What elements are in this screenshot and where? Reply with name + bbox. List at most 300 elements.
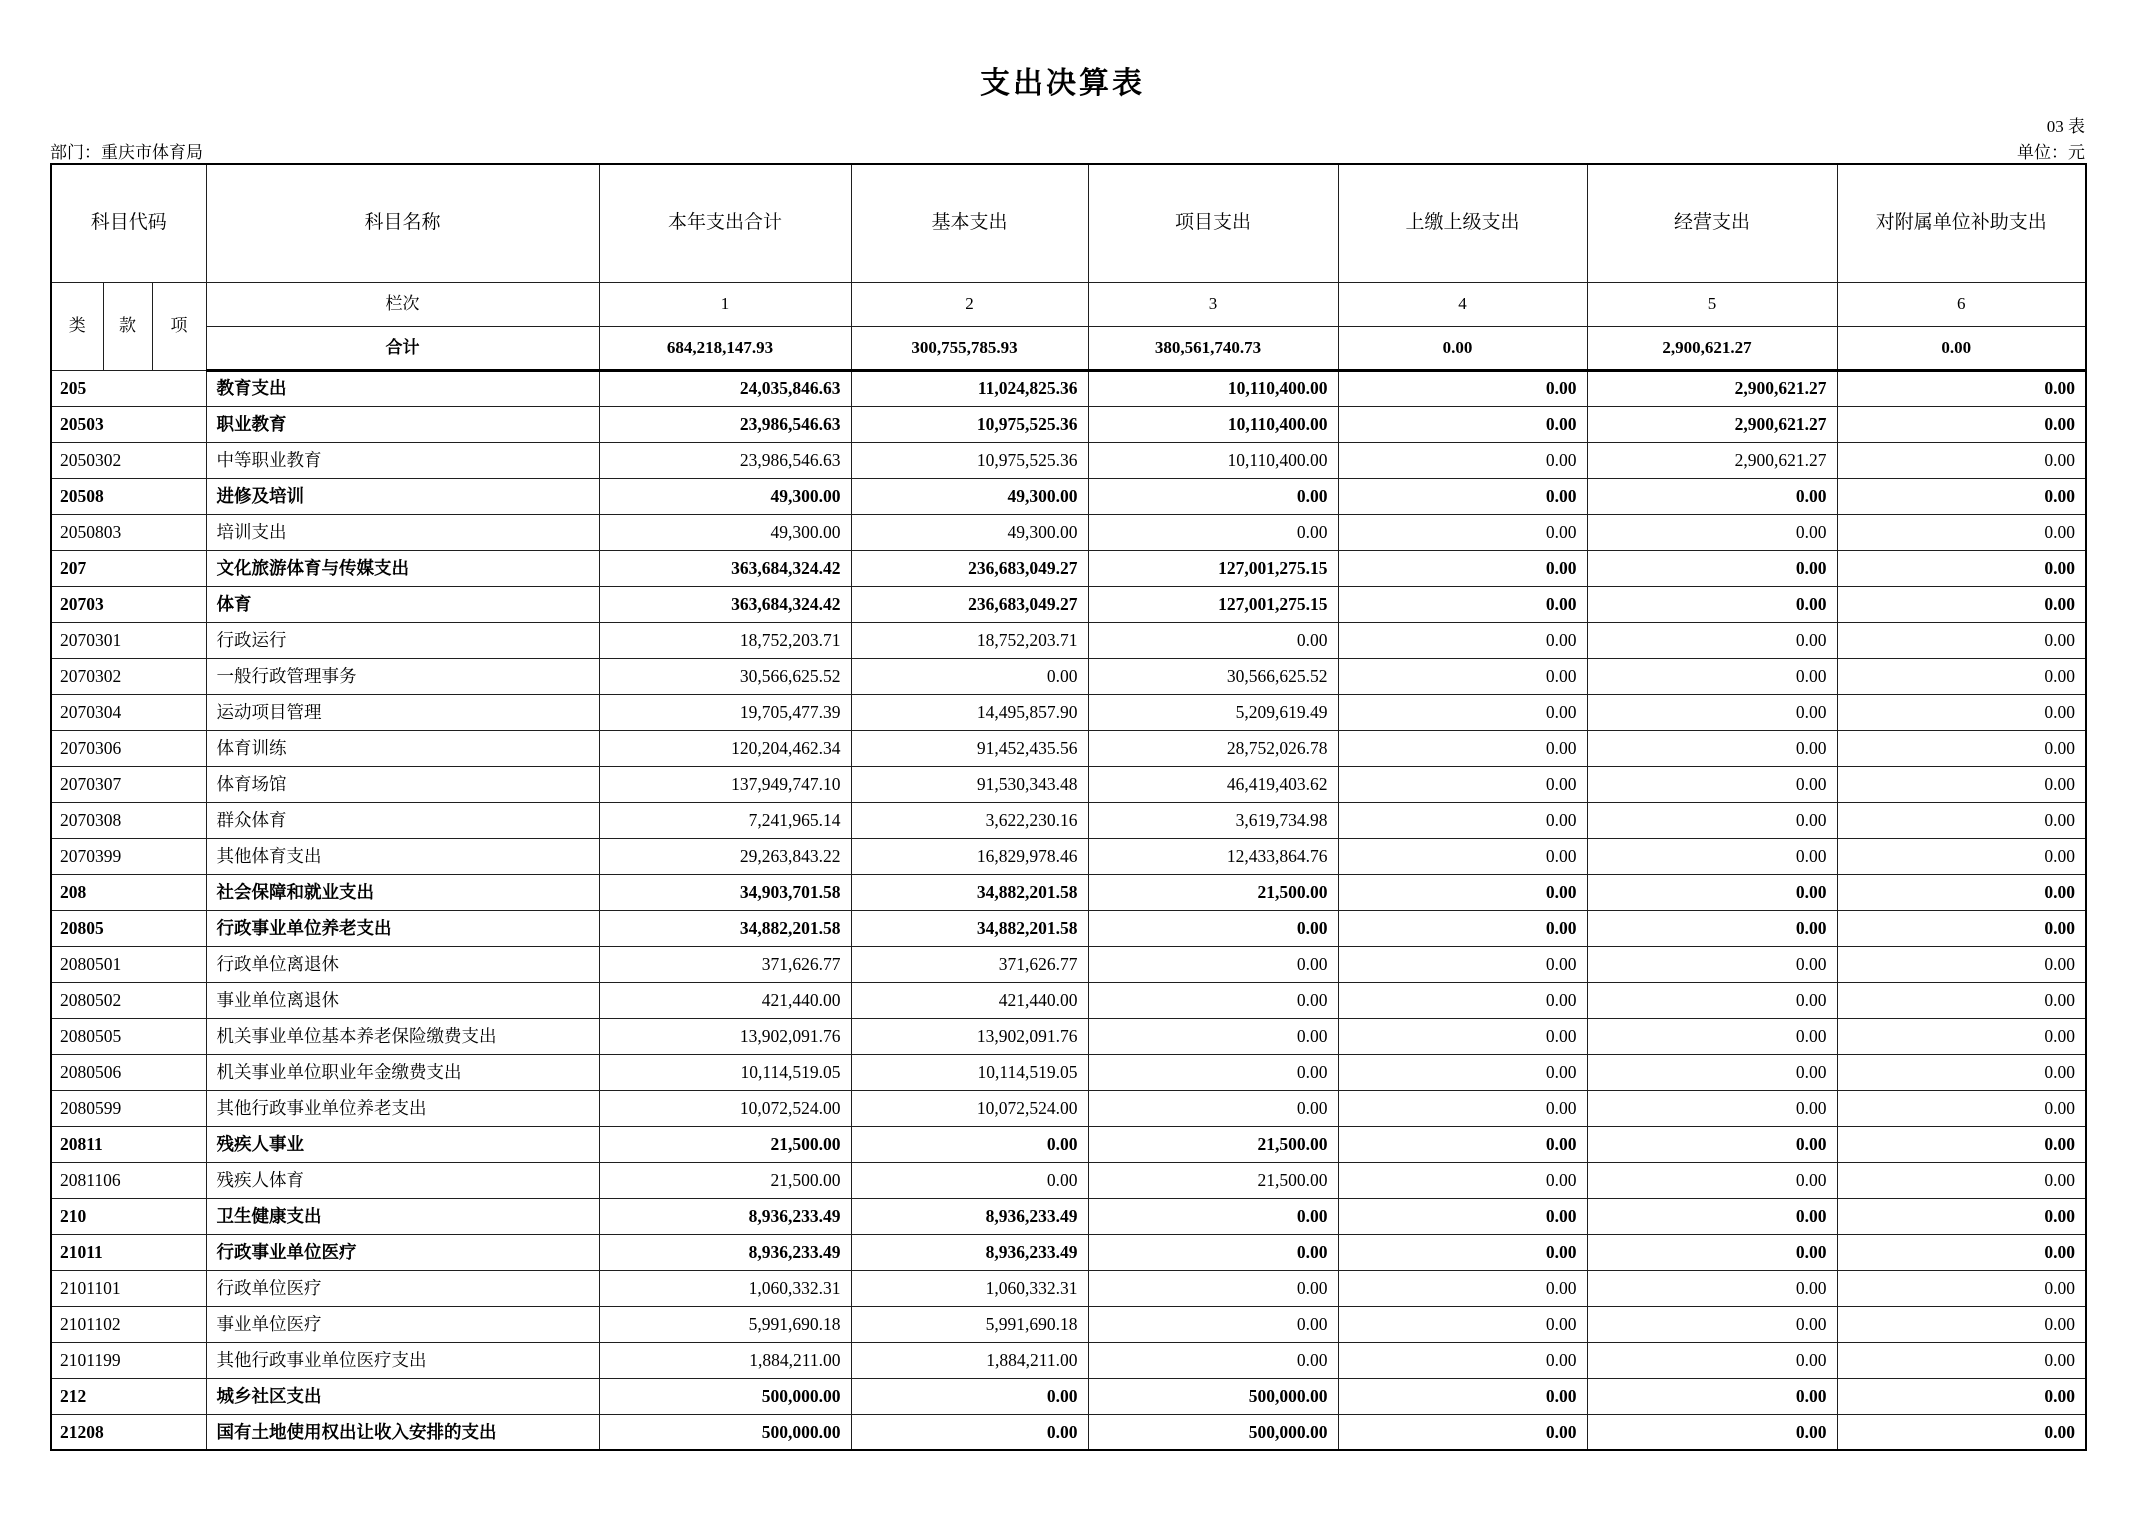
amount-basic-cell: 236,683,049.27 bbox=[851, 550, 1088, 586]
amount-operating-cell: 2,900,621.27 bbox=[1587, 442, 1837, 478]
amount-total-cell: 18,752,203.71 bbox=[599, 622, 851, 658]
amount-basic-cell: 1,884,211.00 bbox=[851, 1342, 1088, 1378]
amount-upper-cell: 0.00 bbox=[1338, 874, 1587, 910]
amount-operating-cell: 0.00 bbox=[1587, 910, 1837, 946]
amount-total-cell: 21,500.00 bbox=[599, 1162, 851, 1198]
column-number-6: 6 bbox=[1837, 282, 2086, 326]
amount-operating-cell: 0.00 bbox=[1587, 622, 1837, 658]
total-label: 合计 bbox=[206, 326, 599, 370]
subject-code-cell: 2081106 bbox=[51, 1162, 206, 1198]
amount-subsidy-cell: 0.00 bbox=[1837, 1342, 2086, 1378]
amount-project-cell: 0.00 bbox=[1088, 1270, 1338, 1306]
total-amount-cell: 2,900,621.27 bbox=[1587, 326, 1837, 370]
amount-project-cell: 0.00 bbox=[1088, 910, 1338, 946]
subheader-section: 款 bbox=[103, 282, 152, 370]
amount-basic-cell: 91,530,343.48 bbox=[851, 766, 1088, 802]
header-subject-code: 科目代码 bbox=[51, 164, 206, 282]
amount-upper-cell: 0.00 bbox=[1338, 946, 1587, 982]
amount-upper-cell: 0.00 bbox=[1338, 1270, 1587, 1306]
amount-operating-cell: 0.00 bbox=[1587, 1090, 1837, 1126]
amount-upper-cell: 0.00 bbox=[1338, 406, 1587, 442]
amount-subsidy-cell: 0.00 bbox=[1837, 370, 2086, 406]
amount-basic-cell: 11,024,825.36 bbox=[851, 370, 1088, 406]
amount-subsidy-cell: 0.00 bbox=[1837, 514, 2086, 550]
total-amount-cell: 300,755,785.93 bbox=[851, 326, 1088, 370]
subject-code-cell: 212 bbox=[51, 1378, 206, 1414]
amount-basic-cell: 1,060,332.31 bbox=[851, 1270, 1088, 1306]
amount-subsidy-cell: 0.00 bbox=[1837, 1198, 2086, 1234]
amount-subsidy-cell: 0.00 bbox=[1837, 694, 2086, 730]
amount-project-cell: 500,000.00 bbox=[1088, 1378, 1338, 1414]
amount-total-cell: 10,114,519.05 bbox=[599, 1054, 851, 1090]
amount-project-cell: 0.00 bbox=[1088, 982, 1338, 1018]
header-subject-name: 科目名称 bbox=[206, 164, 599, 282]
amount-total-cell: 23,986,546.63 bbox=[599, 442, 851, 478]
table-row bbox=[51, 370, 2086, 406]
header-col-subsidy: 对附属单位补助支出 bbox=[1837, 164, 2086, 282]
amount-project-cell: 0.00 bbox=[1088, 1018, 1338, 1054]
subject-name-cell: 中等职业教育 bbox=[206, 442, 599, 478]
subject-name-cell: 卫生健康支出 bbox=[206, 1198, 599, 1234]
amount-upper-cell: 0.00 bbox=[1338, 838, 1587, 874]
amount-project-cell: 0.00 bbox=[1088, 1234, 1338, 1270]
subject-name-cell: 事业单位离退休 bbox=[206, 982, 599, 1018]
subheader-class: 类 bbox=[51, 282, 103, 370]
amount-upper-cell: 0.00 bbox=[1338, 730, 1587, 766]
amount-operating-cell: 0.00 bbox=[1587, 730, 1837, 766]
amount-total-cell: 49,300.00 bbox=[599, 514, 851, 550]
amount-upper-cell: 0.00 bbox=[1338, 1162, 1587, 1198]
subject-code-cell: 207 bbox=[51, 550, 206, 586]
amount-project-cell: 21,500.00 bbox=[1088, 1162, 1338, 1198]
table-row bbox=[51, 478, 2086, 514]
table-row bbox=[51, 730, 2086, 766]
amount-subsidy-cell: 0.00 bbox=[1837, 910, 2086, 946]
amount-total-cell: 1,884,211.00 bbox=[599, 1342, 851, 1378]
amount-total-cell: 363,684,324.42 bbox=[599, 586, 851, 622]
table-row bbox=[51, 1018, 2086, 1054]
amount-project-cell: 0.00 bbox=[1088, 1090, 1338, 1126]
amount-basic-cell: 371,626.77 bbox=[851, 946, 1088, 982]
amount-project-cell: 5,209,619.49 bbox=[1088, 694, 1338, 730]
subject-name-cell: 残疾人事业 bbox=[206, 1126, 599, 1162]
amount-upper-cell: 0.00 bbox=[1338, 478, 1587, 514]
amount-total-cell: 30,566,625.52 bbox=[599, 658, 851, 694]
amount-upper-cell: 0.00 bbox=[1338, 514, 1587, 550]
subject-code-cell: 2070399 bbox=[51, 838, 206, 874]
amount-operating-cell: 0.00 bbox=[1587, 1126, 1837, 1162]
amount-upper-cell: 0.00 bbox=[1338, 550, 1587, 586]
amount-subsidy-cell: 0.00 bbox=[1837, 946, 2086, 982]
subject-code-cell: 20503 bbox=[51, 406, 206, 442]
amount-project-cell: 500,000.00 bbox=[1088, 1414, 1338, 1450]
table-row bbox=[51, 1378, 2086, 1414]
subject-name-cell: 事业单位医疗 bbox=[206, 1306, 599, 1342]
subject-code-cell: 2101101 bbox=[51, 1270, 206, 1306]
subject-name-cell: 残疾人体育 bbox=[206, 1162, 599, 1198]
amount-basic-cell: 8,936,233.49 bbox=[851, 1198, 1088, 1234]
amount-upper-cell: 0.00 bbox=[1338, 1306, 1587, 1342]
amount-subsidy-cell: 0.00 bbox=[1837, 1018, 2086, 1054]
amount-operating-cell: 0.00 bbox=[1587, 1414, 1837, 1450]
amount-subsidy-cell: 0.00 bbox=[1837, 766, 2086, 802]
amount-operating-cell: 0.00 bbox=[1587, 802, 1837, 838]
amount-operating-cell: 0.00 bbox=[1587, 1306, 1837, 1342]
amount-upper-cell: 0.00 bbox=[1338, 1234, 1587, 1270]
amount-subsidy-cell: 0.00 bbox=[1837, 730, 2086, 766]
table-row bbox=[51, 550, 2086, 586]
amount-total-cell: 34,903,701.58 bbox=[599, 874, 851, 910]
subject-code-cell: 2050803 bbox=[51, 514, 206, 550]
amount-total-cell: 29,263,843.22 bbox=[599, 838, 851, 874]
amount-subsidy-cell: 0.00 bbox=[1837, 982, 2086, 1018]
amount-upper-cell: 0.00 bbox=[1338, 766, 1587, 802]
amount-basic-cell: 0.00 bbox=[851, 1126, 1088, 1162]
amount-upper-cell: 0.00 bbox=[1338, 622, 1587, 658]
subject-name-cell: 行政单位离退休 bbox=[206, 946, 599, 982]
subject-code-cell: 2101199 bbox=[51, 1342, 206, 1378]
amount-project-cell: 46,419,403.62 bbox=[1088, 766, 1338, 802]
amount-total-cell: 10,072,524.00 bbox=[599, 1090, 851, 1126]
table-row bbox=[51, 838, 2086, 874]
header-col-upper: 上缴上级支出 bbox=[1338, 164, 1587, 282]
amount-basic-cell: 49,300.00 bbox=[851, 514, 1088, 550]
column-number-4: 4 bbox=[1338, 282, 1587, 326]
table-row bbox=[51, 766, 2086, 802]
amount-basic-cell: 34,882,201.58 bbox=[851, 910, 1088, 946]
amount-operating-cell: 0.00 bbox=[1587, 838, 1837, 874]
table-row bbox=[51, 1342, 2086, 1378]
amount-project-cell: 10,110,400.00 bbox=[1088, 370, 1338, 406]
amount-operating-cell: 0.00 bbox=[1587, 586, 1837, 622]
amount-total-cell: 19,705,477.39 bbox=[599, 694, 851, 730]
amount-subsidy-cell: 0.00 bbox=[1837, 1090, 2086, 1126]
table-row bbox=[51, 658, 2086, 694]
amount-subsidy-cell: 0.00 bbox=[1837, 1306, 2086, 1342]
amount-project-cell: 10,110,400.00 bbox=[1088, 406, 1338, 442]
amount-upper-cell: 0.00 bbox=[1338, 910, 1587, 946]
amount-upper-cell: 0.00 bbox=[1338, 370, 1587, 406]
amount-operating-cell: 0.00 bbox=[1587, 1234, 1837, 1270]
amount-operating-cell: 0.00 bbox=[1587, 1198, 1837, 1234]
amount-operating-cell: 0.00 bbox=[1587, 982, 1837, 1018]
amount-subsidy-cell: 0.00 bbox=[1837, 1054, 2086, 1090]
subject-name-cell: 培训支出 bbox=[206, 514, 599, 550]
amount-total-cell: 21,500.00 bbox=[599, 1126, 851, 1162]
amount-basic-cell: 10,114,519.05 bbox=[851, 1054, 1088, 1090]
table-row bbox=[51, 1198, 2086, 1234]
amount-project-cell: 0.00 bbox=[1088, 946, 1338, 982]
amount-upper-cell: 0.00 bbox=[1338, 586, 1587, 622]
expenditure-table bbox=[50, 163, 2087, 1451]
amount-project-cell: 28,752,026.78 bbox=[1088, 730, 1338, 766]
column-number-1: 1 bbox=[599, 282, 851, 326]
amount-basic-cell: 0.00 bbox=[851, 1378, 1088, 1414]
amount-basic-cell: 3,622,230.16 bbox=[851, 802, 1088, 838]
amount-basic-cell: 34,882,201.58 bbox=[851, 874, 1088, 910]
amount-subsidy-cell: 0.00 bbox=[1837, 406, 2086, 442]
amount-project-cell: 127,001,275.15 bbox=[1088, 550, 1338, 586]
subject-name-cell: 其他行政事业单位养老支出 bbox=[206, 1090, 599, 1126]
amount-operating-cell: 0.00 bbox=[1587, 874, 1837, 910]
amount-subsidy-cell: 0.00 bbox=[1837, 550, 2086, 586]
table-row bbox=[51, 442, 2086, 478]
amount-total-cell: 500,000.00 bbox=[599, 1414, 851, 1450]
table-row bbox=[51, 1306, 2086, 1342]
table-row bbox=[51, 586, 2086, 622]
amount-basic-cell: 236,683,049.27 bbox=[851, 586, 1088, 622]
amount-basic-cell: 0.00 bbox=[851, 1162, 1088, 1198]
amount-upper-cell: 0.00 bbox=[1338, 982, 1587, 1018]
amount-total-cell: 23,986,546.63 bbox=[599, 406, 851, 442]
amount-basic-cell: 5,991,690.18 bbox=[851, 1306, 1088, 1342]
subject-name-cell: 机关事业单位基本养老保险缴费支出 bbox=[206, 1018, 599, 1054]
amount-subsidy-cell: 0.00 bbox=[1837, 838, 2086, 874]
table-row bbox=[51, 622, 2086, 658]
table-row bbox=[51, 874, 2086, 910]
amount-upper-cell: 0.00 bbox=[1338, 1054, 1587, 1090]
amount-project-cell: 0.00 bbox=[1088, 514, 1338, 550]
subject-code-cell: 2070301 bbox=[51, 622, 206, 658]
amount-operating-cell: 0.00 bbox=[1587, 1054, 1837, 1090]
table-row bbox=[51, 1162, 2086, 1198]
column-number-2: 2 bbox=[851, 282, 1088, 326]
total-amount-cell: 0.00 bbox=[1338, 326, 1587, 370]
amount-basic-cell: 10,072,524.00 bbox=[851, 1090, 1088, 1126]
subject-name-cell: 运动项目管理 bbox=[206, 694, 599, 730]
amount-operating-cell: 0.00 bbox=[1587, 1378, 1837, 1414]
table-row bbox=[51, 1054, 2086, 1090]
subject-name-cell: 社会保障和就业支出 bbox=[206, 874, 599, 910]
table-row bbox=[51, 982, 2086, 1018]
amount-subsidy-cell: 0.00 bbox=[1837, 1270, 2086, 1306]
header-col-basic: 基本支出 bbox=[851, 164, 1088, 282]
table-number: 03 表 bbox=[2046, 117, 2085, 136]
subject-code-cell: 21011 bbox=[51, 1234, 206, 1270]
subject-code-cell: 2080505 bbox=[51, 1018, 206, 1054]
subject-code-cell: 2101102 bbox=[51, 1306, 206, 1342]
header-row bbox=[51, 164, 2086, 282]
subject-name-cell: 一般行政管理事务 bbox=[206, 658, 599, 694]
amount-upper-cell: 0.00 bbox=[1338, 442, 1587, 478]
department-label: 部门：重庆市体育局 bbox=[50, 143, 203, 162]
subject-code-cell: 205 bbox=[51, 370, 206, 406]
subject-code-cell: 2050302 bbox=[51, 442, 206, 478]
total-row bbox=[51, 326, 2086, 370]
subject-name-cell: 体育 bbox=[206, 586, 599, 622]
amount-upper-cell: 0.00 bbox=[1338, 1126, 1587, 1162]
amount-total-cell: 24,035,846.63 bbox=[599, 370, 851, 406]
subject-name-cell: 教育支出 bbox=[206, 370, 599, 406]
amount-operating-cell: 2,900,621.27 bbox=[1587, 370, 1837, 406]
amount-subsidy-cell: 0.00 bbox=[1837, 442, 2086, 478]
amount-subsidy-cell: 0.00 bbox=[1837, 1378, 2086, 1414]
amount-basic-cell: 91,452,435.56 bbox=[851, 730, 1088, 766]
table-row bbox=[51, 802, 2086, 838]
amount-total-cell: 34,882,201.58 bbox=[599, 910, 851, 946]
subject-name-cell: 行政事业单位医疗 bbox=[206, 1234, 599, 1270]
subject-name-cell: 行政运行 bbox=[206, 622, 599, 658]
amount-total-cell: 13,902,091.76 bbox=[599, 1018, 851, 1054]
subject-name-cell: 体育训练 bbox=[206, 730, 599, 766]
total-amount-cell: 684,218,147.93 bbox=[599, 326, 851, 370]
subject-code-cell: 2070306 bbox=[51, 730, 206, 766]
total-amount-cell: 380,561,740.73 bbox=[1088, 326, 1338, 370]
amount-operating-cell: 0.00 bbox=[1587, 550, 1837, 586]
amount-upper-cell: 0.00 bbox=[1338, 1018, 1587, 1054]
amount-operating-cell: 0.00 bbox=[1587, 766, 1837, 802]
table-row bbox=[51, 946, 2086, 982]
amount-total-cell: 7,241,965.14 bbox=[599, 802, 851, 838]
amount-upper-cell: 0.00 bbox=[1338, 1198, 1587, 1234]
subject-name-cell: 行政单位医疗 bbox=[206, 1270, 599, 1306]
amount-subsidy-cell: 0.00 bbox=[1837, 802, 2086, 838]
amount-upper-cell: 0.00 bbox=[1338, 1414, 1587, 1450]
amount-operating-cell: 0.00 bbox=[1587, 1270, 1837, 1306]
amount-upper-cell: 0.00 bbox=[1338, 694, 1587, 730]
subject-code-cell: 20805 bbox=[51, 910, 206, 946]
subject-code-cell: 20703 bbox=[51, 586, 206, 622]
amount-project-cell: 21,500.00 bbox=[1088, 874, 1338, 910]
header-col-total: 本年支出合计 bbox=[599, 164, 851, 282]
amount-operating-cell: 2,900,621.27 bbox=[1587, 406, 1837, 442]
header-col-operating: 经营支出 bbox=[1587, 164, 1837, 282]
subheader-item: 项 bbox=[152, 282, 206, 370]
amount-basic-cell: 0.00 bbox=[851, 658, 1088, 694]
amount-operating-cell: 0.00 bbox=[1587, 478, 1837, 514]
subject-name-cell: 文化旅游体育与传媒支出 bbox=[206, 550, 599, 586]
table-row bbox=[51, 1270, 2086, 1306]
table-row bbox=[51, 1090, 2086, 1126]
subject-code-cell: 20508 bbox=[51, 478, 206, 514]
table-row bbox=[51, 694, 2086, 730]
amount-operating-cell: 0.00 bbox=[1587, 514, 1837, 550]
amount-project-cell: 12,433,864.76 bbox=[1088, 838, 1338, 874]
amount-subsidy-cell: 0.00 bbox=[1837, 658, 2086, 694]
amount-operating-cell: 0.00 bbox=[1587, 694, 1837, 730]
amount-basic-cell: 421,440.00 bbox=[851, 982, 1088, 1018]
amount-operating-cell: 0.00 bbox=[1587, 946, 1837, 982]
subject-code-cell: 2070302 bbox=[51, 658, 206, 694]
amount-total-cell: 137,949,747.10 bbox=[599, 766, 851, 802]
amount-project-cell: 0.00 bbox=[1088, 1342, 1338, 1378]
amount-subsidy-cell: 0.00 bbox=[1837, 1162, 2086, 1198]
page-title: 支出决算表 bbox=[980, 67, 1145, 100]
unit-label: 单位：元 bbox=[2017, 143, 2085, 162]
subject-name-cell: 城乡社区支出 bbox=[206, 1378, 599, 1414]
amount-project-cell: 127,001,275.15 bbox=[1088, 586, 1338, 622]
subject-code-cell: 2080599 bbox=[51, 1090, 206, 1126]
subject-name-cell: 机关事业单位职业年金缴费支出 bbox=[206, 1054, 599, 1090]
subject-name-cell: 行政事业单位养老支出 bbox=[206, 910, 599, 946]
subject-code-cell: 2080506 bbox=[51, 1054, 206, 1090]
subject-code-cell: 21208 bbox=[51, 1414, 206, 1450]
subject-code-cell: 208 bbox=[51, 874, 206, 910]
amount-total-cell: 5,991,690.18 bbox=[599, 1306, 851, 1342]
amount-total-cell: 363,684,324.42 bbox=[599, 550, 851, 586]
amount-basic-cell: 10,975,525.36 bbox=[851, 406, 1088, 442]
amount-basic-cell: 8,936,233.49 bbox=[851, 1234, 1088, 1270]
column-number-3: 3 bbox=[1088, 282, 1338, 326]
amount-total-cell: 8,936,233.49 bbox=[599, 1198, 851, 1234]
amount-subsidy-cell: 0.00 bbox=[1837, 622, 2086, 658]
subject-code-cell: 2080501 bbox=[51, 946, 206, 982]
amount-total-cell: 49,300.00 bbox=[599, 478, 851, 514]
amount-basic-cell: 10,975,525.36 bbox=[851, 442, 1088, 478]
amount-subsidy-cell: 0.00 bbox=[1837, 586, 2086, 622]
subject-name-cell: 体育场馆 bbox=[206, 766, 599, 802]
table-row bbox=[51, 1234, 2086, 1270]
total-amount-cell: 0.00 bbox=[1837, 326, 2086, 370]
amount-upper-cell: 0.00 bbox=[1338, 1090, 1587, 1126]
subject-code-cell: 2070304 bbox=[51, 694, 206, 730]
amount-basic-cell: 18,752,203.71 bbox=[851, 622, 1088, 658]
amount-subsidy-cell: 0.00 bbox=[1837, 874, 2086, 910]
table-row bbox=[51, 1414, 2086, 1450]
subject-name-cell: 其他行政事业单位医疗支出 bbox=[206, 1342, 599, 1378]
amount-project-cell: 30,566,625.52 bbox=[1088, 658, 1338, 694]
amount-project-cell: 0.00 bbox=[1088, 622, 1338, 658]
amount-operating-cell: 0.00 bbox=[1587, 1342, 1837, 1378]
amount-basic-cell: 0.00 bbox=[851, 1414, 1088, 1450]
amount-basic-cell: 49,300.00 bbox=[851, 478, 1088, 514]
subheader-lanci: 栏次 bbox=[206, 282, 599, 326]
amount-project-cell: 21,500.00 bbox=[1088, 1126, 1338, 1162]
amount-project-cell: 0.00 bbox=[1088, 1306, 1338, 1342]
amount-operating-cell: 0.00 bbox=[1587, 1018, 1837, 1054]
amount-subsidy-cell: 0.00 bbox=[1837, 478, 2086, 514]
table-row bbox=[51, 514, 2086, 550]
amount-project-cell: 10,110,400.00 bbox=[1088, 442, 1338, 478]
amount-total-cell: 500,000.00 bbox=[599, 1378, 851, 1414]
table-row bbox=[51, 910, 2086, 946]
amount-project-cell: 0.00 bbox=[1088, 478, 1338, 514]
amount-project-cell: 0.00 bbox=[1088, 1054, 1338, 1090]
subject-name-cell: 群众体育 bbox=[206, 802, 599, 838]
subject-name-cell: 进修及培训 bbox=[206, 478, 599, 514]
meta-line bbox=[50, 138, 2085, 163]
amount-basic-cell: 14,495,857.90 bbox=[851, 694, 1088, 730]
table-row bbox=[51, 406, 2086, 442]
amount-project-cell: 0.00 bbox=[1088, 1198, 1338, 1234]
subject-code-cell: 2070308 bbox=[51, 802, 206, 838]
subject-name-cell: 其他体育支出 bbox=[206, 838, 599, 874]
amount-basic-cell: 16,829,978.46 bbox=[851, 838, 1088, 874]
subheader-row bbox=[51, 282, 2086, 326]
amount-total-cell: 120,204,462.34 bbox=[599, 730, 851, 766]
subject-code-cell: 210 bbox=[51, 1198, 206, 1234]
column-number-5: 5 bbox=[1587, 282, 1837, 326]
amount-subsidy-cell: 0.00 bbox=[1837, 1414, 2086, 1450]
amount-project-cell: 3,619,734.98 bbox=[1088, 802, 1338, 838]
amount-subsidy-cell: 0.00 bbox=[1837, 1126, 2086, 1162]
amount-basic-cell: 13,902,091.76 bbox=[851, 1018, 1088, 1054]
amount-upper-cell: 0.00 bbox=[1338, 802, 1587, 838]
amount-upper-cell: 0.00 bbox=[1338, 658, 1587, 694]
amount-operating-cell: 0.00 bbox=[1587, 1162, 1837, 1198]
amount-total-cell: 1,060,332.31 bbox=[599, 1270, 851, 1306]
amount-upper-cell: 0.00 bbox=[1338, 1342, 1587, 1378]
amount-total-cell: 371,626.77 bbox=[599, 946, 851, 982]
amount-total-cell: 421,440.00 bbox=[599, 982, 851, 1018]
subject-code-cell: 2070307 bbox=[51, 766, 206, 802]
subject-code-cell: 20811 bbox=[51, 1126, 206, 1162]
amount-subsidy-cell: 0.00 bbox=[1837, 1234, 2086, 1270]
amount-upper-cell: 0.00 bbox=[1338, 1378, 1587, 1414]
amount-total-cell: 8,936,233.49 bbox=[599, 1234, 851, 1270]
header-col-project: 项目支出 bbox=[1088, 164, 1338, 282]
subject-name-cell: 职业教育 bbox=[206, 406, 599, 442]
